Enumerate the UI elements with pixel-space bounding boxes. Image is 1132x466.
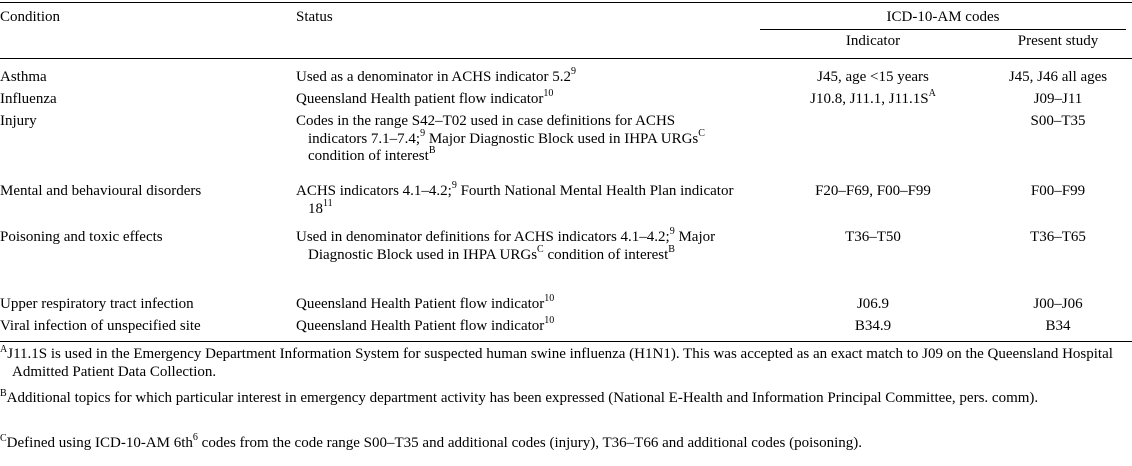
row-mental-status: ACHS indicators 4.1–4.2;$^9$ Fourth National Mental Health Plan indicator $18^{11}$ xyxy=(296,180,734,217)
header-icd-codes: ICD-10-AM codes xyxy=(886,9,1000,25)
header-indicator: Indicator xyxy=(845,33,901,49)
table-top-rule xyxy=(0,2,1132,3)
row-viral-present: B34 xyxy=(1045,318,1071,334)
footnote-b: $^B$Additional topics for which particular interest in emergency department activity has been expressed (National E-Health and Information Principal Committee, pers. comm). xyxy=(0,388,1039,406)
row-injury-present: S00–T35 xyxy=(1030,113,1086,129)
row-asthma-condition: Asthma xyxy=(0,69,47,85)
row-asthma-status: Used as a denominator in ACHS indicator $5.2^9$ xyxy=(296,66,576,85)
row-asthma-present: J45, J46 all ages xyxy=(1008,69,1108,85)
row-urti-status: Queensland Health Patient flow indicator$^{10}$ xyxy=(296,293,555,312)
row-influenza-indicator: J10.8, J11.1, $J11.1S^A$ xyxy=(810,88,936,107)
header-present-study: Present study xyxy=(1017,33,1099,49)
row-poisoning-condition: Poisoning and toxic effects xyxy=(0,229,163,245)
row-influenza-condition: Influenza xyxy=(0,91,57,107)
row-injury-condition: Injury xyxy=(0,113,37,129)
header-status: Status xyxy=(296,9,333,25)
row-injury-status: Codes in the range S42–T02 used in case definitions for ACHS indicators 7.1–7.4;$^9$ Major Diagnostic Block used in IHPA URGs$^C$ condition of interest$^B$ xyxy=(296,113,705,164)
row-poisoning-present: T36–T65 xyxy=(1030,229,1086,245)
header-group-rule xyxy=(760,29,1126,30)
footnote-c: $^C$Defined using ICD-10-AM $6th^6$ codes from the code range S00–T35 and additional codes (injury), T36–T66 and additional codes (poisoning). xyxy=(0,432,863,451)
row-viral-indicator: B34.9 xyxy=(854,318,892,334)
row-mental-condition: Mental and behavioural disorders xyxy=(0,183,202,199)
row-mental-present: F00–F99 xyxy=(1030,183,1086,199)
row-viral-status: Queensland Health Patient flow indicator$^{10}$ xyxy=(296,315,555,334)
footnote-a: $^A$J11.1S is used in the Emergency Department Information System for suspected human swine influenza (H1N1). This was accepted as an exact match to J09 on the Queensland Hospital Admitted Patient Data Collection. xyxy=(0,344,1113,380)
row-asthma-indicator: J45, age <15 years xyxy=(817,69,929,85)
row-poisoning-indicator: T36–T50 xyxy=(845,229,901,245)
row-viral-condition: Viral infection of unspecified site xyxy=(0,318,201,334)
row-urti-indicator: J06.9 xyxy=(856,296,890,312)
row-mental-indicator: F20–F69, F00–F99 xyxy=(815,183,931,199)
row-poisoning-status: Used in denominator definitions for ACHS indicators 4.1–4.2;$^9$ Major Diagnostic Block used in IHPA URGs$^C$ condition of interest$^B$ xyxy=(296,226,716,263)
row-influenza-status: Queensland Health patient flow indicator$^{10}$ xyxy=(296,88,554,107)
row-influenza-present: J09–J11 xyxy=(1033,91,1083,107)
row-urti-present: J00–J06 xyxy=(1033,296,1083,312)
header-bottom-rule xyxy=(0,58,1132,59)
table-bottom-rule xyxy=(0,341,1132,342)
row-urti-condition: Upper respiratory tract infection xyxy=(0,296,194,312)
header-condition: Condition xyxy=(0,9,61,25)
